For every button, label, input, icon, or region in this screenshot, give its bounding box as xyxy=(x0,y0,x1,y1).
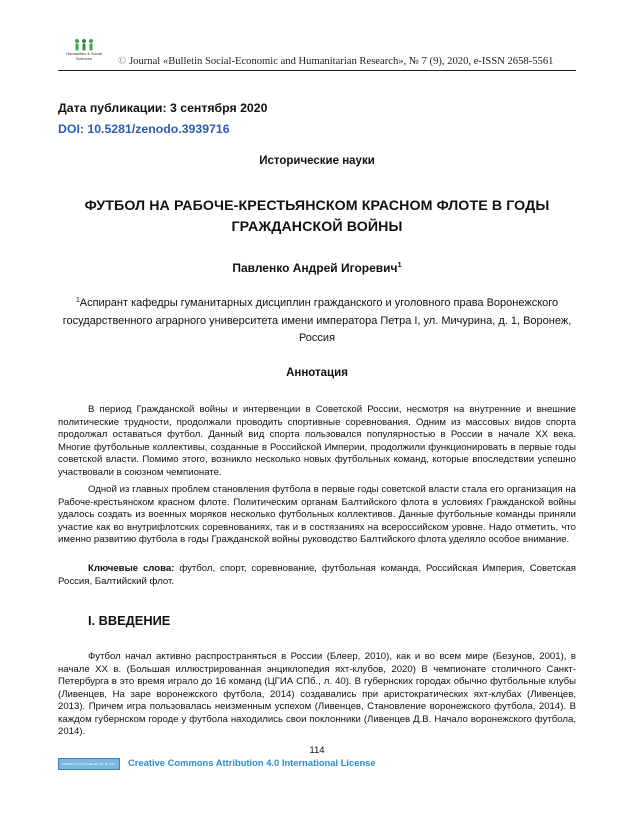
journal-logo xyxy=(58,38,110,68)
cc-license-badge[interactable] xyxy=(58,758,120,770)
keywords xyxy=(58,563,576,588)
logo-text-line1: Humanities & Social xyxy=(66,51,102,56)
logo-text-line2: Sciences xyxy=(75,55,93,61)
page-number: 114 xyxy=(309,745,325,756)
doi-link[interactable]: DOI: 10.5281/zenodo.3939716 xyxy=(58,122,230,136)
section-name: Исторические науки xyxy=(259,155,375,167)
affiliation xyxy=(58,292,576,348)
people-icon xyxy=(73,38,95,52)
journal-header xyxy=(118,56,553,67)
title-line-2: ГРАЖДАНСКОЙ ВОЙНЫ xyxy=(231,219,403,235)
affiliation-superscript: 1 xyxy=(75,297,80,304)
cc-badge-text: Attribution 4.0 International (CC BY 4.0) xyxy=(62,762,115,766)
abstract-paragraph-2: Одной из главных проблем становления футбола в первые годы советской власти стала его организация на Рабоче-крестьянском красном флоте. Политическим органам Балтийского флота в условиях Гражданской войны удалось создать из военных моряков несколько футбольных коллективов. Данные футбольные команды приняли участие как во внутрифлотских соревнованиях, так и в состязаниях на всероссийском уровне. Надо отметить, что именно развитию футбола в годы Гражданской войны руководство Балтийского флота уделяло особое внимание. xyxy=(58,484,576,545)
publication-date: Дата публикации: 3 сентября 2020 xyxy=(58,101,268,115)
title-line-1: ФУТБОЛ НА РАБОЧЕ-КРЕСТЬЯНСКОМ КРАСНОМ ФЛОТЕ В ГОДЫ xyxy=(84,198,550,214)
article-title xyxy=(58,196,576,238)
keywords-text: футбол, спорт, соревнование, футбольная команда, Российская Империя, Советская Россия, Балтийский флот. xyxy=(58,563,576,587)
author-name: Павленко Андрей Игоревич xyxy=(232,261,398,275)
journal-citation: Journal «Bulletin Social-Economic and Humanitarian Research», № 7 (9), 2020, e-ISSN 2658-5561 xyxy=(129,56,554,67)
author xyxy=(58,260,576,275)
intro-heading: I. ВВЕДЕНИЕ xyxy=(88,613,171,628)
abstract-paragraph-1: В период Гражданской войны и интервенции в Советской России, несмотря на внутренние и внешние политические трудности, продолжали проводить спортивные соревнования. Одним из массовых видов спорта продолжал оставаться футбол. Данный вид спорта пользовался популярностью в России в начале XX века. Многие футбольные коллективы, созданные в Российской Империи, продолжили функционировать в первые годы советской власти. Помимо этого, возникло несколько новых футбольных команд, которые впоследствии успешно участвовали в союзном чемпионате. xyxy=(58,404,576,478)
intro-paragraph-1: Футбол начал активно распространяться в России (Блеер, 2010), как и во всем мире (Безунов, 2001), в начале XX в. (Большая иллюстрированная энциклопедия яхт-клубов, 2020) В чемпионате столичного Санкт-Петербурга в это время играло до 16 команд (ЦГИА СПб., л. 40). В губернских городах обычно футбольные клубы (Ливенцев, На заре воронежского футбола, 2014) создавались при аристократических яхт-клубах (Ливенцев, 2013). Причем игра пользовалась неизменным успехом (Ливенцев, Становление воронежского футбола, 2014). В каждом губернском городе у футбола находились свои поклонники (Ливенцев Д.В. Начало воронежского футбола, 2014). xyxy=(58,651,576,737)
license-link[interactable]: Creative Commons Attribution 4.0 International License xyxy=(128,757,376,768)
header-divider xyxy=(58,70,576,71)
keywords-label: Ключевые слова: xyxy=(88,563,175,574)
author-superscript: 1 xyxy=(397,260,402,269)
affiliation-text: Аспирант кафедры гуманитарных дисциплин гражданского и уголовного права Воронежского государственного аграрного университета имени императора Петра I, ул. Мичурина, д. 1, Воронеж, Россия xyxy=(62,297,572,344)
abstract-heading: Аннотация xyxy=(286,367,348,379)
copyright-icon: © xyxy=(118,56,127,67)
